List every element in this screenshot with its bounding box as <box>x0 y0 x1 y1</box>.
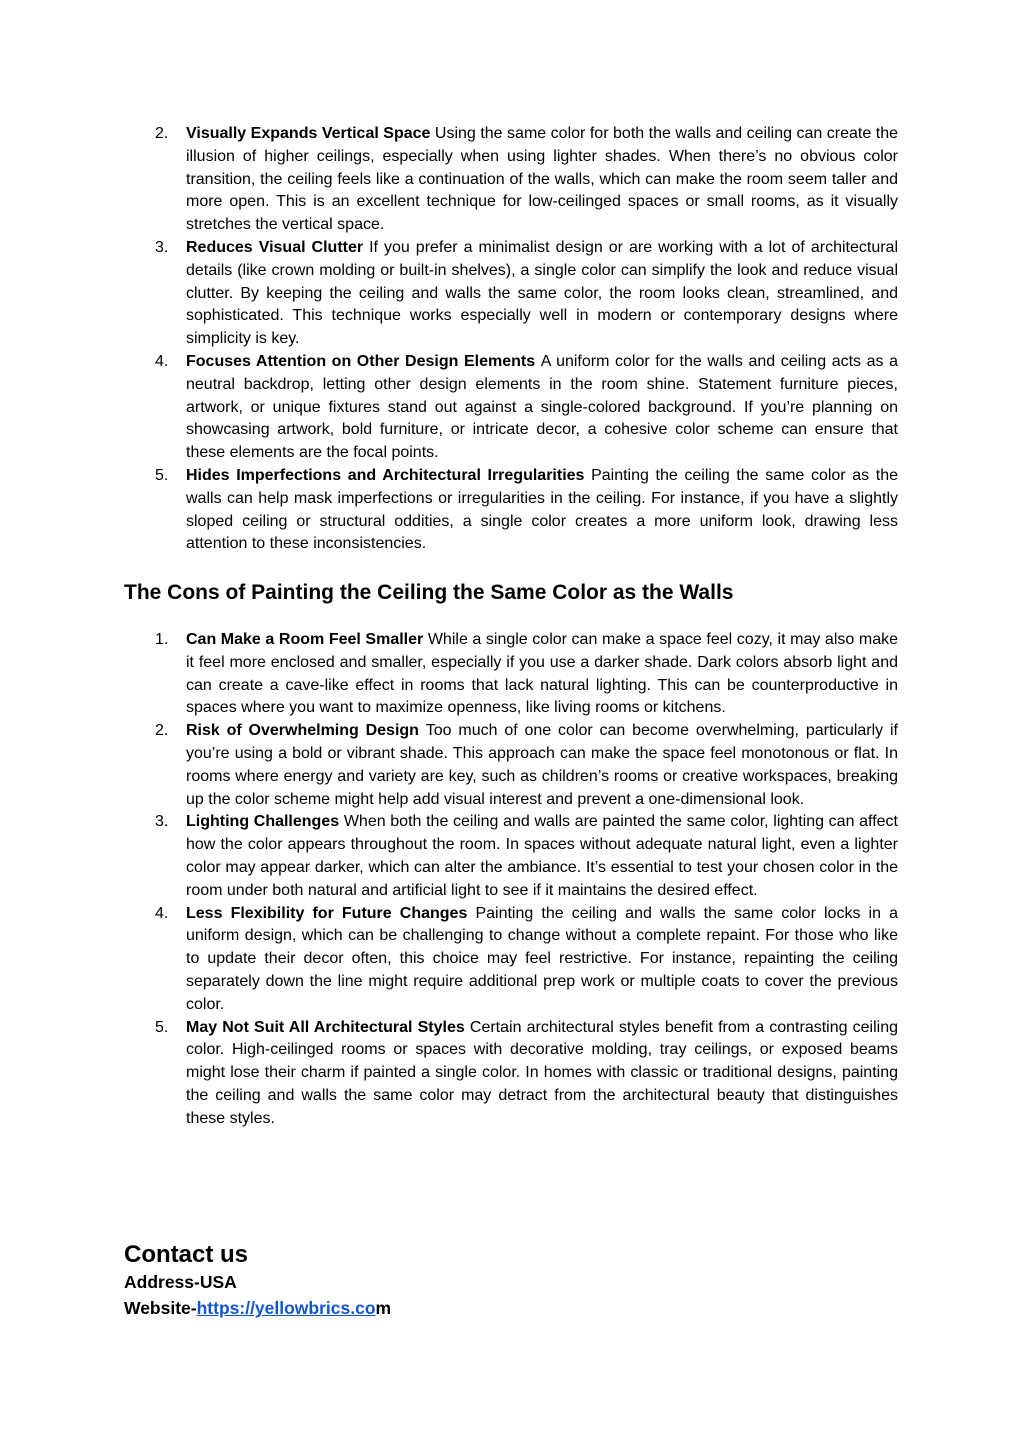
list-item-text: Using the same color for both the walls and ceiling can create the illusion of higher ceilings, especially when using lighter shades. When there’s no obvious color transition, the ceiling feels like a continuation of the walls, which can make the room seem taller and more open. This is an excellent technique for low-ceilinged spaces or small rooms, as it visually stretches the vertical space. <box>186 125 898 234</box>
cons-section-heading: The Cons of Painting the Ceiling the Same Color as the Walls <box>124 581 734 604</box>
list-item-number: 3. <box>155 238 169 256</box>
contact-address: Address-USA <box>124 1272 237 1292</box>
list-item-number: 5. <box>155 1018 169 1036</box>
list-item-number: 3. <box>155 813 169 831</box>
list-item-number: 4. <box>155 352 169 370</box>
list-item-text: When both the ceiling and walls are painted the same color, lighting can affect how the color appears throughout the room. In spaces without adequate natural light, even a lighter color may appear darker, which can alter the ambiance. It’s essential to test your chosen color in the room under both natural and artificial light to see if it maintains the desired effect. <box>186 813 899 899</box>
list-item-text: Certain architectural styles benefit from a contrasting ceiling color. High-ceilinged rooms or spaces with decorative molding, tray ceilings, or exposed beams might lose their charm if painted a single color. In homes with classic or traditional designs, painting the ceiling and walls the same color may detract from the architectural beauty that distinguishes these styles. <box>186 1018 898 1127</box>
list-item <box>124 351 898 465</box>
pros-list <box>124 123 898 556</box>
website-label: Website- <box>124 1298 197 1318</box>
list-item-title: Less Flexibility for Future Changes <box>186 904 476 922</box>
contact-heading: Contact us <box>124 1241 249 1268</box>
list-item-title: Lighting Challenges <box>186 813 344 831</box>
list-item-title: Hides Imperfections and Architectural Irregularities <box>186 466 592 484</box>
cons-list <box>124 629 898 1131</box>
list-item-number: 4. <box>155 904 169 922</box>
website-link[interactable]: https://yellowbrics.co <box>196 1298 376 1318</box>
list-item-text: Painting the ceiling and walls the same color locks in a uniform design, which can be challenging to change without a complete repaint. For those who like to update their decor often, this choice may feel restrictive. For instance, repainting the ceiling separately down the line might require additional prep work or multiple coats to cover the previous color. <box>186 904 898 1013</box>
list-item-number: 1. <box>155 631 169 648</box>
list-item-title: Visually Expands Vertical Space <box>186 125 435 142</box>
contact-website <box>124 1296 391 1320</box>
list-item <box>124 237 898 351</box>
list-item <box>124 903 898 1017</box>
list-item-title: Can Make a Room Feel Smaller <box>186 631 428 648</box>
list-item-title: May Not Suit All Architectural Styles <box>186 1018 470 1036</box>
website-suffix: m <box>375 1298 392 1318</box>
list-item-number: 5. <box>155 466 169 484</box>
list-item-text: If you prefer a minimalist design or are working with a lot of architectural details (like crown molding or built-in shelves), a single color can simplify the look and reduce visual clutter. By keeping the ceiling and walls the same color, the room looks clean, streamlined, and sophisticated. This technique works especially well in modern or contemporary designs where simplicity is key. <box>186 238 898 348</box>
list-item-number: 2. <box>155 125 169 142</box>
list-item <box>124 720 898 811</box>
list-item <box>124 811 898 902</box>
list-item <box>124 1017 898 1131</box>
list-item <box>124 465 898 556</box>
list-item-title: Focuses Attention on Other Design Elements <box>186 352 541 370</box>
list-item-text: While a single color can make a space feel cozy, it may also make it feel more enclosed and smaller, especially if you use a darker shade. Dark colors absorb light and can create a cave-like effect in rooms that lack natural lighting. This can be counterproductive in spaces where you want to maximize openness, like living rooms or kitchens. <box>186 631 898 717</box>
list-item <box>124 123 898 237</box>
list-item-text: A uniform color for the walls and ceiling acts as a neutral backdrop, letting other design elements in the room shine. Statement furniture pieces, artwork, or unique fixtures stand out against a single-colored background. If you’re planning on showcasing artwork, bold furniture, or intricate decor, a cohesive color scheme can ensure that these elements are the focal points. <box>186 352 898 462</box>
list-item-text: Painting the ceiling the same color as the walls can help mask imperfections or irregularities in the ceiling. For instance, if you have a slightly sloped ceiling or structural oddities, a single color creates a more uniform look, drawing less attention to these inconsistencies. <box>186 466 899 553</box>
list-item-text: Too much of one color can become overwhelming, particularly if you’re using a bold or vibrant shade. This approach can make the space feel monotonous or flat. In rooms where energy and variety are key, such as children’s rooms or creative workspaces, breaking up the color scheme might help add visual interest and prevent a one-dimensional look. <box>186 722 898 808</box>
list-item-title: Reduces Visual Clutter <box>186 238 370 256</box>
list-item <box>124 629 898 720</box>
list-item-number: 2. <box>155 722 169 740</box>
list-item-title: Risk of Overwhelming Design <box>186 722 426 740</box>
